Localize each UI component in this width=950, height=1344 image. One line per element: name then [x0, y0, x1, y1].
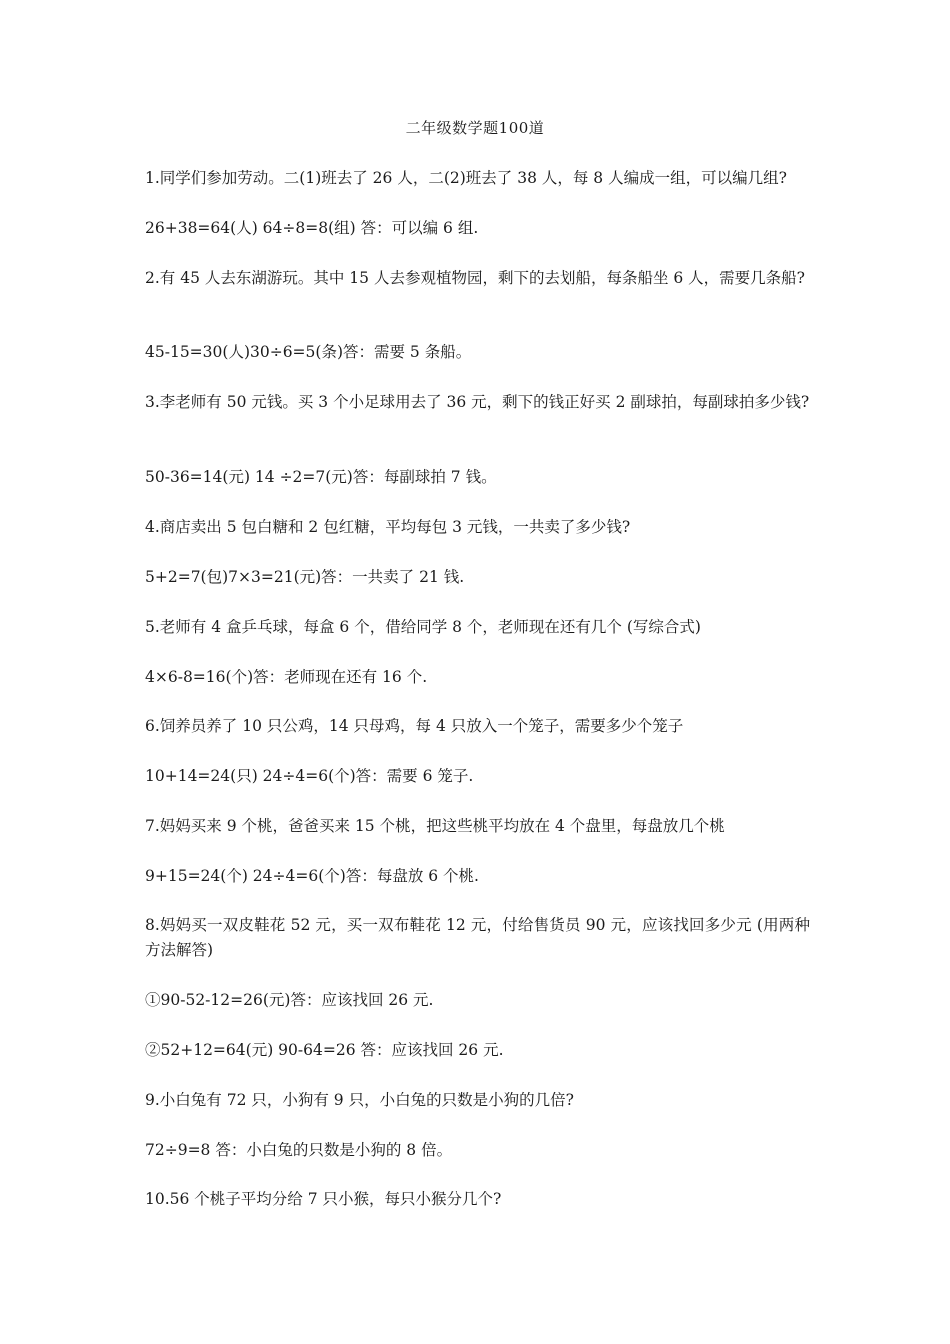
question-10: 10.56 个桃子平均分给 7 只小猴，每只小猴分几个? — [145, 1190, 502, 1208]
answer-8-method-1: ①90-52-12=26(元)答：应该找回 26 元. — [145, 991, 434, 1009]
answer-6: 10+14=24(只) 24÷4=6(个)答：需要 6 笼子. — [145, 767, 474, 785]
question-7: 7.妈妈买来 9 个桃，爸爸买来 15 个桃，把这些桃平均放在 4 个盘里，每盘放几个桃 — [145, 817, 725, 835]
answer-1: 26+38=64(人) 64÷8=8(组) 答：可以编 6 组. — [145, 219, 479, 237]
question-3: 3.李老师有 50 元钱。买 3 个小足球用去了 36 元，剩下的钱正好买 2 副球拍，每副球拍多少钱? — [145, 393, 810, 411]
answer-8-method-2: ②52+12=64(元) 90-64=26 答：应该找回 26 元. — [145, 1041, 504, 1059]
answer-3: 50-36=14(元) 14 ÷2=7(元)答：每副球拍 7 钱。 — [145, 468, 497, 486]
answer-2: 45-15=30(人)30÷6=5(条)答：需要 5 条船。 — [145, 343, 472, 361]
document-title: 二年级数学题100道 — [405, 119, 545, 137]
question-6: 6.饲养员养了 10 只公鸡，14 只母鸡，每 4 只放入一个笼子，需要多少个笼子 — [145, 717, 684, 735]
question-5: 5.老师有 4 盒乒乓球，每盒 6 个，借给同学 8 个，老师现在还有几个 (写综合式) — [145, 618, 701, 636]
question-1: 1.同学们参加劳动。二(1)班去了 26 人，二(2)班去了 38 人，每 8 人编成一组，可以编几组? — [145, 169, 787, 187]
question-4: 4.商店卖出 5 包白糖和 2 包红糖，平均每包 3 元钱，一共卖了多少钱? — [145, 518, 631, 536]
answer-4: 5+2=7(包)7×3=21(元)答：一共卖了 21 钱. — [145, 568, 465, 586]
question-8: 8.妈妈买一双皮鞋花 52 元，买一双布鞋花 12 元，付给售货员 90 元，应该找回多少元 (用两种方法解答) — [145, 916, 810, 959]
question-2: 2.有 45 人去东湖游玩。其中 15 人去参观植物园，剩下的去划船，每条船坐 6 人，需要几条船? — [145, 269, 805, 287]
answer-7: 9+15=24(个) 24÷4=6(个)答：每盘放 6 个桃. — [145, 867, 479, 885]
answer-5: 4×6-8=16(个)答：老师现在还有 16 个. — [145, 668, 428, 686]
answer-9: 72÷9=8 答：小白兔的只数是小狗的 8 倍。 — [145, 1141, 453, 1159]
question-9: 9.小白兔有 72 只，小狗有 9 只，小白兔的只数是小狗的几倍? — [145, 1091, 574, 1109]
